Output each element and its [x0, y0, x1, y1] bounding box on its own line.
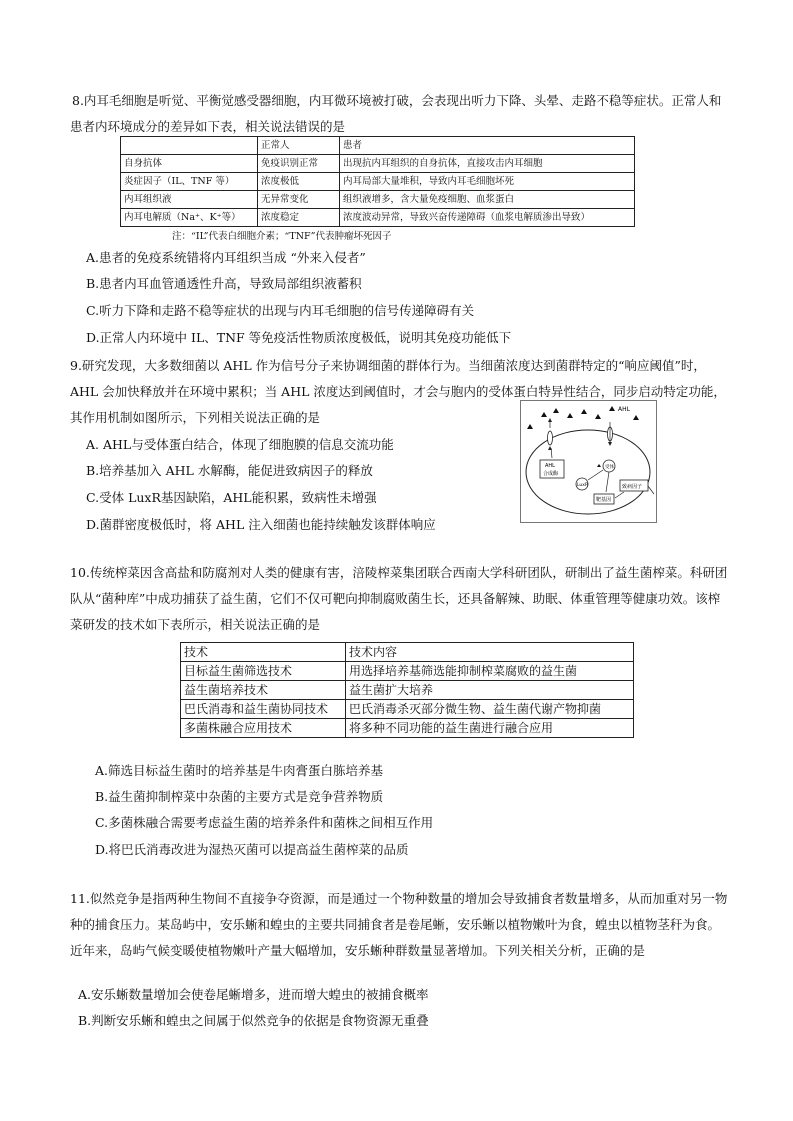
q10-option-a: A.筛选目标益生菌时的培养基是牛肉膏蛋白胨培养基 [95, 763, 384, 778]
q10-cell: 将多种不同功能的益生菌进行融合应用 [346, 719, 634, 738]
q10-option-b: B.益生菌抑制榨菜中杂菌的主要方式是竞争营养物质 [95, 789, 384, 804]
q8-cell: 内耳局部大量堆积，导致内耳毛细胞坏死 [340, 173, 635, 191]
q10-header-0: 技术 [181, 643, 346, 662]
q10-cell: 巴氏消毒和益生菌协同技术 [181, 700, 346, 719]
q9-option-a: A. AHL与受体蛋白结合，体现了细胞膜的信息交流功能 [86, 437, 394, 452]
q8-cell: 无异常变化 [258, 191, 340, 209]
q8-cell: 自身抗体 [121, 155, 258, 173]
table-row [121, 191, 635, 209]
table-row [181, 719, 634, 738]
q10-header-1: 技术内容 [346, 643, 634, 662]
q8-stem: 8.内耳毛细胞是听觉、平衡觉感受器细胞，内耳微环境被打破，会表现出听力下降、头晕、走路不稳等症状。正常人和患者内环境成分的差异如下表，相关说法错误的是 [70, 93, 722, 134]
q8-table [120, 136, 635, 227]
q8-cell: 内耳电解质（Na⁺、K⁺等） [121, 209, 258, 227]
table-row [181, 681, 634, 700]
q10-cell: 益生菌扩大培养 [346, 681, 634, 700]
synthase-label-1: AHL [545, 463, 555, 469]
table-row [181, 662, 634, 681]
table-row [121, 155, 635, 173]
q9-option-c: C.受体 LuxR基因缺陷，AHL能积累，致病性未增强 [86, 490, 377, 505]
q8-cell: 浓度极低 [258, 173, 340, 191]
q10-table [180, 642, 634, 738]
membrane-channel-left [548, 431, 553, 445]
luxr-label: LuxR [577, 483, 589, 488]
q11-option-b: B.判断安乐蜥和蝗虫之间属于似然竞争的依据是食物资源无重叠 [78, 1013, 429, 1028]
q10-stem: 10.传统榨菜因含高盐和防腐剂对人类的健康有害，涪陵榨菜集团联合西南大学科研团队，研制出了益生菌榨菜。科研团队从“菌种库”中成功捕获了益生菌，它们不仅可靶向抑制腐败菌生长，还具备解辣、助眠、体重管理等健康功效。该榨菜研发的技术如下表所示，相关说法正确的是 [70, 565, 728, 632]
figure-legend-label: AHL [618, 406, 630, 413]
q8-cell: 浓度波动异常，导致兴奋传递障碍（血浆电解质渗出导致） [340, 209, 635, 227]
q8-header-0 [121, 137, 258, 155]
q8-header-1: 正常人 [258, 137, 340, 155]
receptor-label: 受体 [605, 465, 614, 470]
q10-option-c: C.多菌株融合需要考虑益生菌的培养条件和菌株之间相互作用 [95, 815, 434, 830]
table-row [181, 700, 634, 719]
q10-cell: 目标益生菌筛选技术 [181, 662, 346, 681]
q9-option-d: D.菌群密度极低时，将 AHL 注入细菌也能持续触发该群体响应 [86, 517, 436, 532]
q11-stem: 11.似然竞争是指两种生物间不直接争夺资源，而是通过一个物种数量的增加会导致捕食者数量增多，从而加重对另一物种的捕食压力。某岛屿中，安乐蜥和蝗虫的主要共同捕食者是卷尾蜥，安乐蜥以植物嫩叶为食，蝗虫以植物茎秆为食。近年来，岛屿气候变暖使植物嫩叶产量大幅增加，安乐蜥种群数量显著增加。下列关相关分析，正确的是 [70, 891, 728, 958]
q8-option-b: B.患者内耳血管通透性升高，导致局部组织液蓄积 [86, 276, 362, 291]
table-row [121, 209, 635, 227]
q10-cell: 巴氏消毒杀灭部分微生物、益生菌代谢产物抑菌 [346, 700, 634, 719]
q11-option-a: A.安乐蜥数量增加会使卷尾蜥增多，进而增大蝗虫的被捕食概率 [78, 987, 429, 1002]
ahl-mechanism-figure [520, 400, 657, 523]
q8-option-d: D.正常人内环境中 IL、TNF 等免疫活性物质浓度极低，说明其免疫功能低下 [86, 330, 512, 345]
q8-option-a: A.患者的免疫系统错将内耳组织当成 “外来入侵者” [86, 250, 366, 265]
table-row [121, 173, 635, 191]
q8-cell: 内耳组织液 [121, 191, 258, 209]
q10-cell: 多菌株融合应用技术 [181, 719, 346, 738]
q8-cell: 炎症因子（IL、TNF 等） [121, 173, 258, 191]
q8-cell: 组织液增多，含大量免疫细胞、血浆蛋白 [340, 191, 635, 209]
virulence-factor-label: 致病因子 [622, 484, 643, 490]
synthase-label-2: 合成酶 [543, 471, 559, 477]
q10-cell: 用选择培养基筛选能抑制榨菜腐败的益生菌 [346, 662, 634, 681]
q8-header-2: 患者 [340, 137, 635, 155]
q8-option-c: C.听力下降和走路不稳等症状的出现与内耳毛细胞的信号传递障碍有关 [86, 303, 475, 318]
q8-cell: 浓度稳定 [258, 209, 340, 227]
q10-option-d: D.将巴氏消毒改进为湿热灭菌可以提高益生菌榨菜的品质 [95, 842, 409, 857]
table-row [121, 137, 635, 155]
q9-stem: 9.研究发现，大多数细菌以 AHL 作为信号分子来协调细菌的群体行为。当细菌浓度达到菌群特定的“响应阈值”时，AHL 会加快释放并在环境中累积；当 AHL 浓度达到阈值时，才会与胞内的受体蛋白特异性结合，同步启动特定功能，其作用机制如图所示，下列相关说法正确的是 [70, 358, 726, 425]
table-row [181, 643, 634, 662]
q8-table-note: 注：“IL”代表白细胞介素；“TNF”代表肿瘤坏死因子 [172, 231, 392, 242]
q8-cell: 免疫识别正常 [258, 155, 340, 173]
q8-cell: 出现抗内耳组织的自身抗体，直接攻击内耳细胞 [340, 155, 635, 173]
q9-option-b: B.培养基加入 AHL 水解酶，能促进致病因子的释放 [86, 463, 373, 478]
q10-cell: 益生菌培养技术 [181, 681, 346, 700]
target-gene-label: 靶基因 [596, 497, 612, 503]
